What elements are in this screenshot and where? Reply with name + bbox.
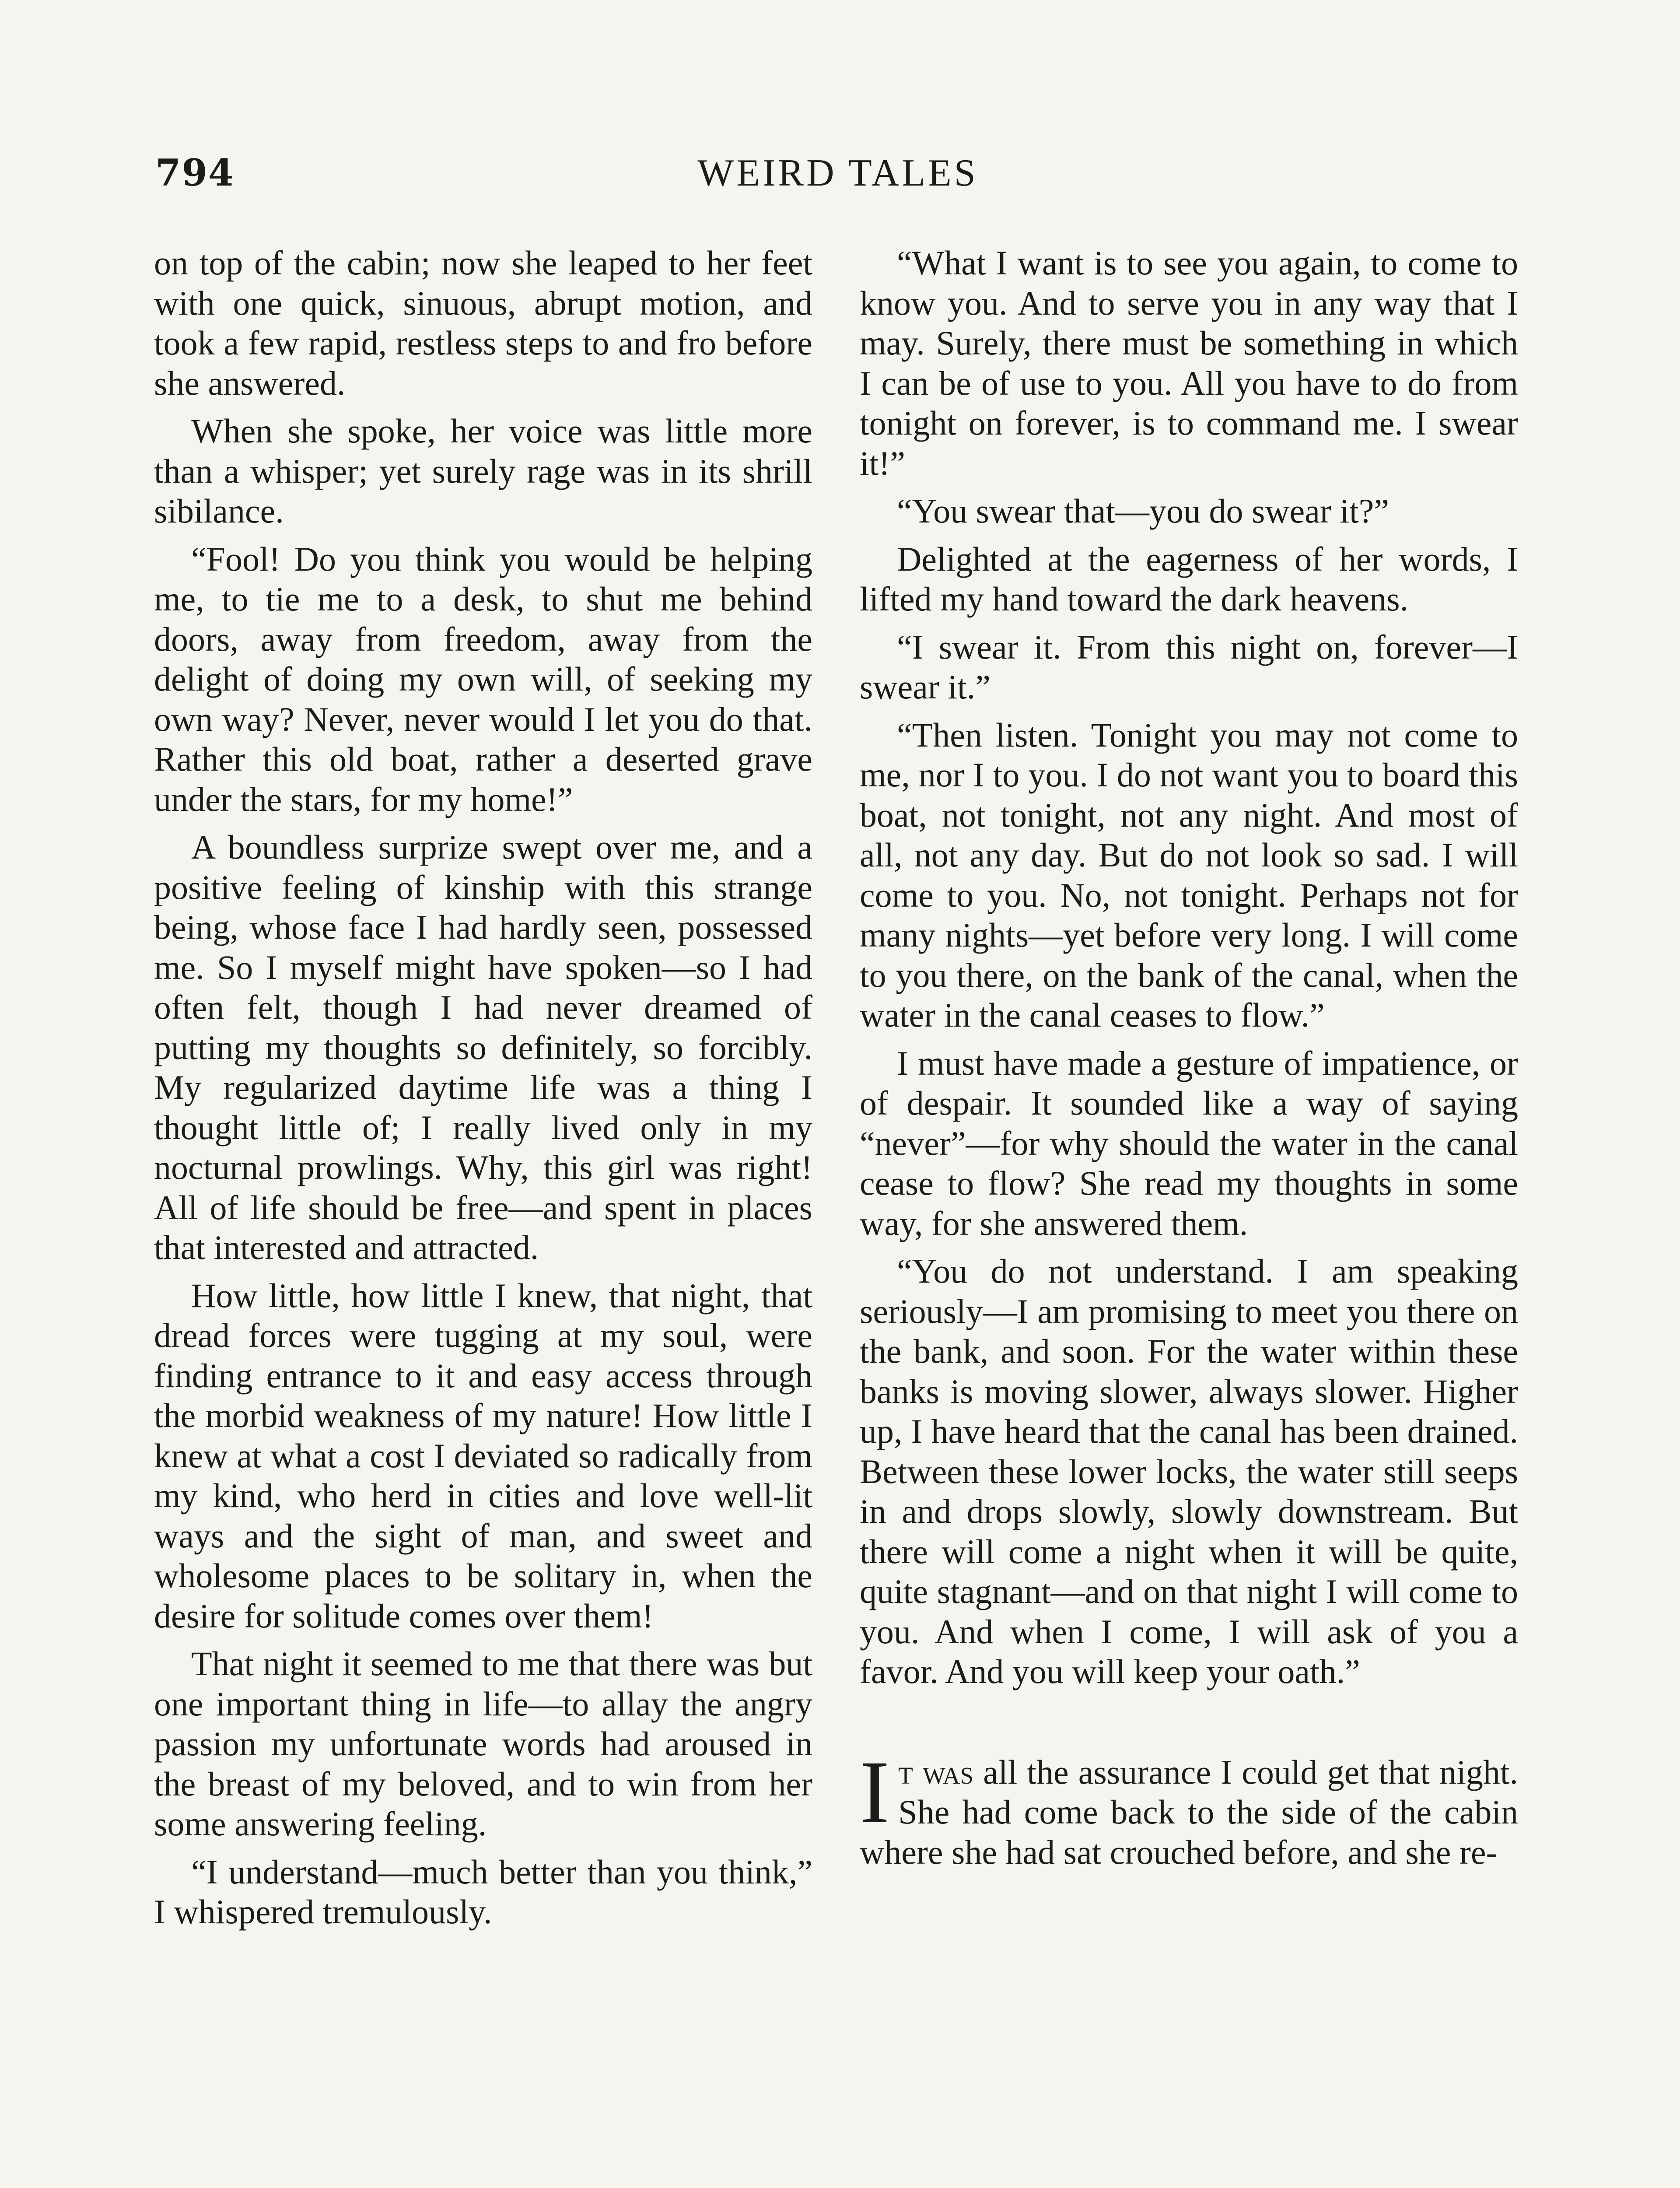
paragraph: A boundless surprize swept over me, and a positive feeling of kinship with this strange being, whose face I had hardly seen, possessed me. So I myself might have spoken—so I had often felt, though I had never dreamed of putting my thoughts so definitely, so forcibly. My regularized daytime life was a thing I thought little of; I really lived only in my nocturnal prowlings. Why, this girl was right! All of life should be free—and spent in places that interested and attracted. — [154, 828, 812, 1266]
paragraph: That night it seemed to me that there was but one important thing in life—to allay the angry passion my unfortunate words had aroused in the breast of my beloved, and to win from her some answering feeling. — [154, 1645, 812, 1843]
right-column — [860, 243, 1518, 1880]
paragraph: “You swear that—you do swear it?” — [897, 492, 1389, 530]
paragraph: Delighted at the eagerness of her words, I lifted my hand toward the dark heavens. — [860, 540, 1518, 618]
small-caps-lead: t was — [898, 1753, 974, 1791]
paragraph: I must have made a gesture of impatience, or of despair. It sounded like a way of saying “never”—for why should the water in the canal cease to flow? She read my thoughts in some way, for she answered them. — [860, 1044, 1518, 1242]
paragraph: “I swear it. From this night on, forever—I swear it.” — [860, 628, 1518, 706]
paragraph: When she spoke, her voice was little more than a whisper; yet surely rage was in its shrill sibilance. — [154, 412, 812, 530]
paragraph: How little, how little I knew, that night, that dread forces were tugging at my soul, were finding entrance to it and easy access through the morbid weakness of my nature! How little I knew at what a cost I deviated so radically from my kind, who herd in cities and love well-lit ways and the sight of man, and sweet and wholesome places to be solitary in, when the desire for solitude comes over them! — [154, 1276, 812, 1635]
paragraph: “You do not understand. I am speaking seriously—I am promising to meet you there on the bank, and soon. For the water within these banks is moving slower, always slower. Higher up, I have heard that the canal has been drained. Between these lower locks, the water still seeps in and drops slowly, slowly downstream. But there will come a night when it will be quite, quite stagnant—and on that night I will come to you. And when I come, I will ask of you a favor. And you will keep your oath.” — [860, 1252, 1518, 1690]
running-title: WEIRD TALES — [697, 152, 978, 194]
paragraph: “I understand—much better than you think,” I whispered tremulously. — [154, 1852, 812, 1931]
paragraph: “What I want is to see you again, to come to know you. And to serve you in any way that I may. Surely, there must be something in which I can be of use to you. All you have to do from tonight on forever, is to command me. I swear it!” — [860, 244, 1518, 482]
page-number: 794 — [155, 151, 235, 194]
drop-cap: I — [860, 1742, 890, 1842]
section-text: all the assurance I could get that night. She had come back to the side of the cabin where she had sat crouched before, and she re- — [860, 1753, 1518, 1871]
left-column — [154, 243, 812, 1940]
page-header — [155, 151, 1520, 195]
paragraph: “Fool! Do you think you would be helping me, to tie me to a desk, to shut me behind doors, away from freedom, away from the delight of doing my own will, of seeking my own way? Never, never would I let you do that. Rather this old boat, rather a deserted grave under the stars, for my home!” — [154, 540, 812, 818]
paragraph: “Then listen. Tonight you may not come to me, nor I to you. I do not want you to board this boat, not tonight, not any night. And most of all, not any day. But do not look so sad. I will come to you. No, not tonight. Perhaps not for many nights—yet before very long. I will come to you there, on the bank of the canal, when the water in the canal ceases to flow.” — [860, 715, 1518, 1034]
section-break — [860, 1700, 1518, 1752]
paragraph: on top of the cabin; now she leaped to her feet with one quick, sinuous, abrupt motion, and took a few rapid, restless steps to and fro before she answered. — [154, 244, 812, 402]
section-opening-paragraph — [860, 1742, 1518, 1872]
